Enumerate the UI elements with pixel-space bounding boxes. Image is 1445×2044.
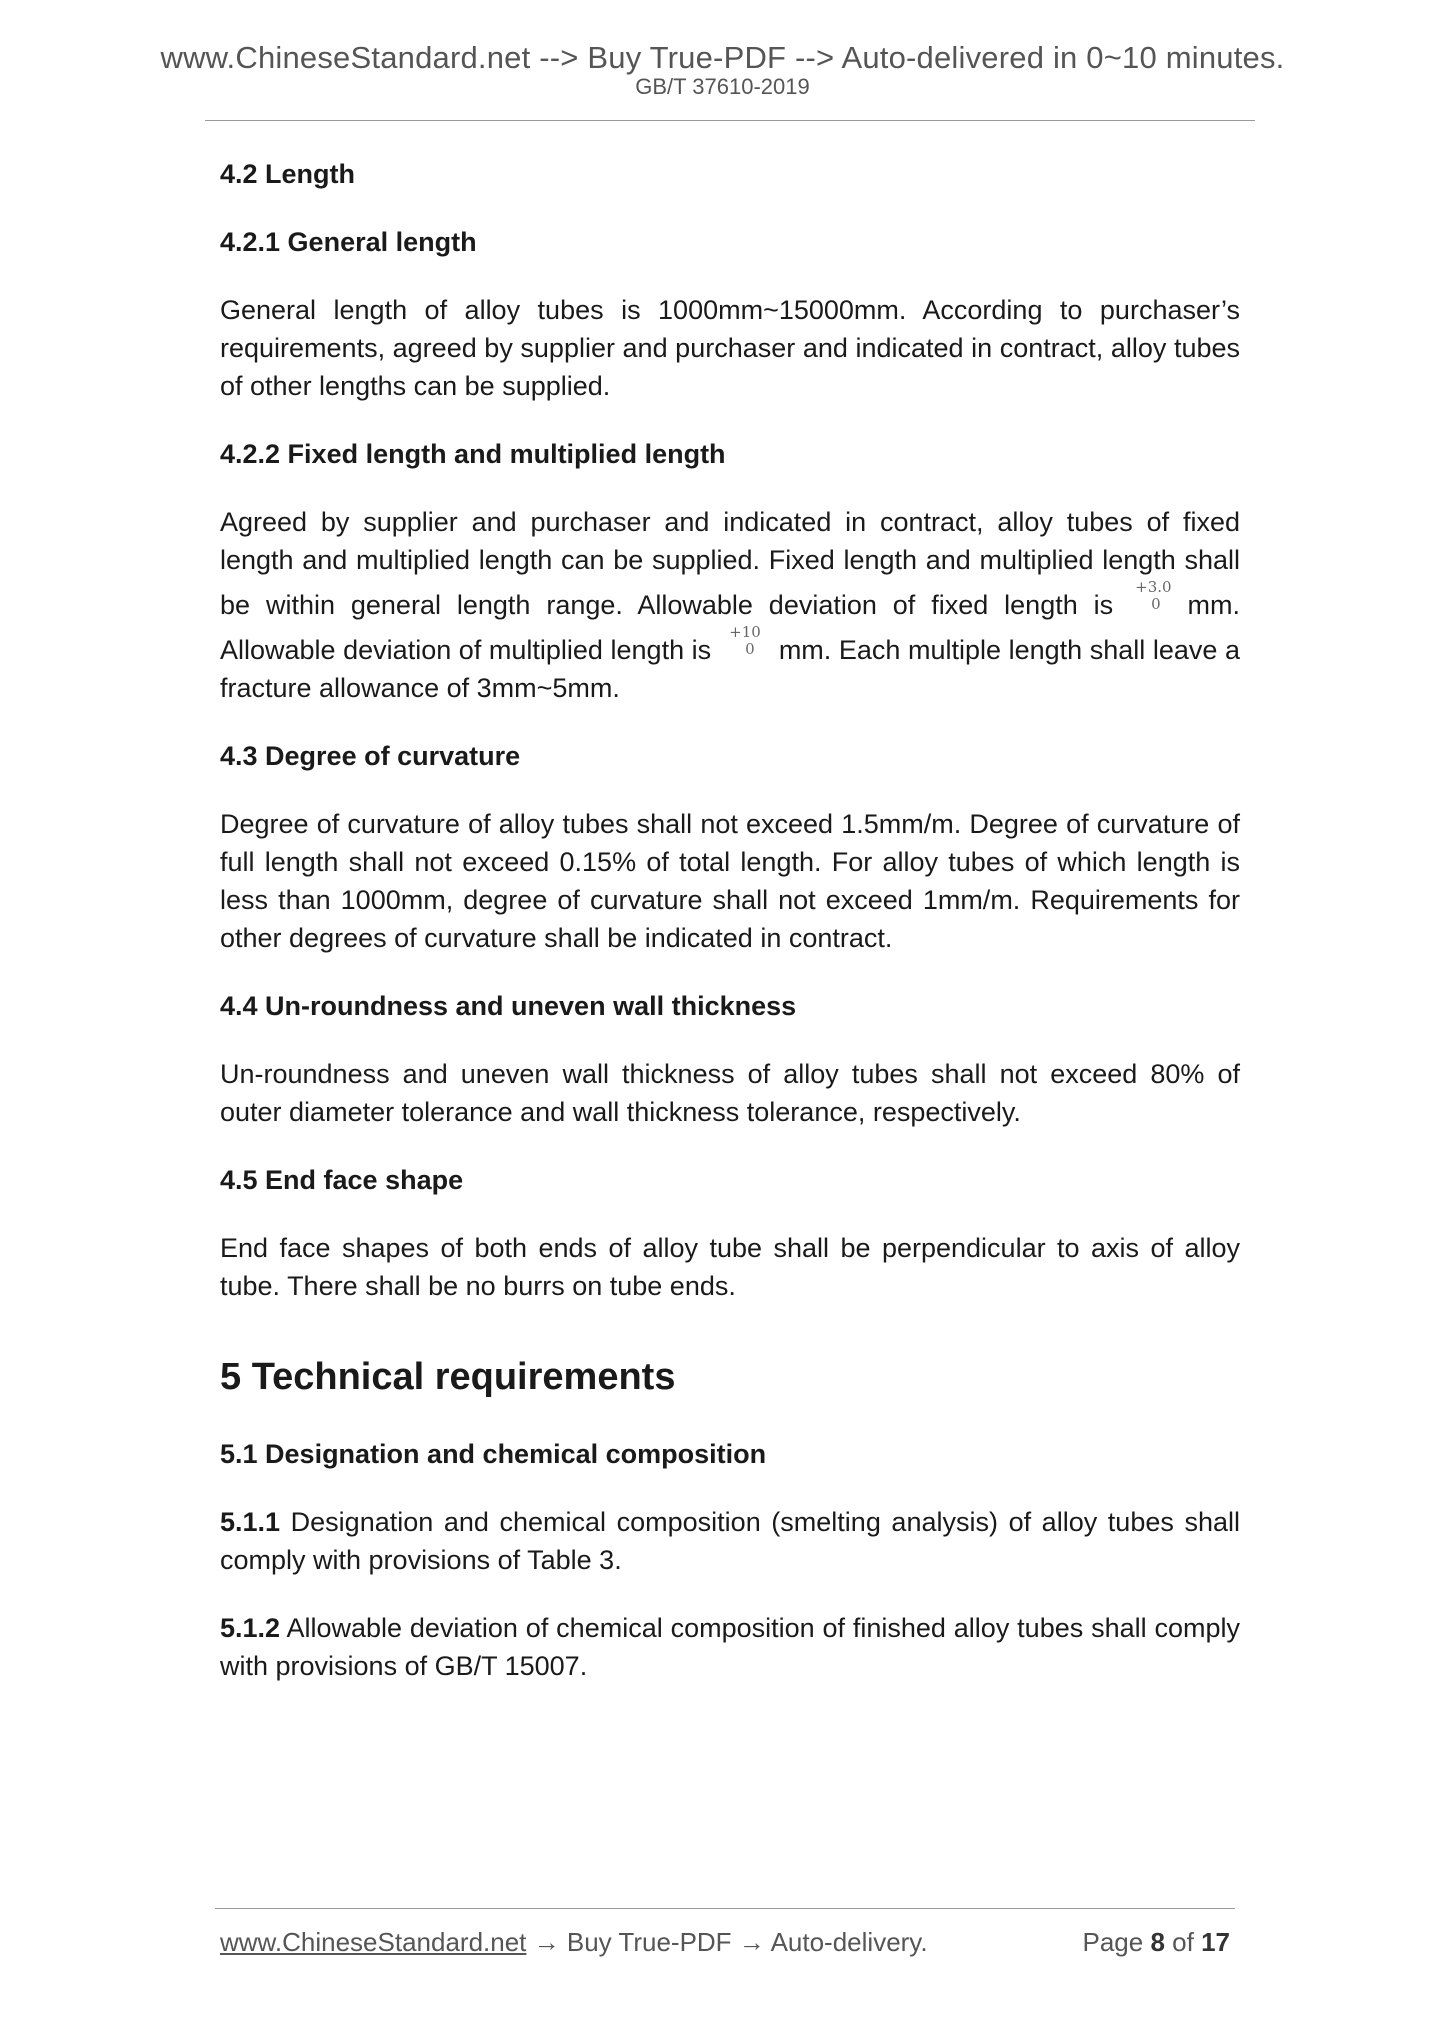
page-footer — [220, 1929, 1230, 1955]
heading-4-2: 4.2 Length — [220, 159, 356, 189]
multiplied-length-tolerance — [729, 624, 761, 658]
page-number — [1082, 1929, 1230, 1955]
heading-5-1: 5.1 Designation and chemical composition — [220, 1439, 767, 1469]
footer-tagline: → Buy True-PDF → Auto-delivery. — [526, 1927, 928, 1957]
header-divider — [205, 120, 1255, 121]
footer-site-link[interactable]: www.ChineseStandard.net — [220, 1927, 527, 1957]
clause-text-5-1-2: Allowable deviation of chemical composition of finished alloy tubes shall comply with provisions of GB/T 15007. — [220, 1613, 1240, 1681]
paragraph-4-2-2-part-a: Agreed by supplier and purchaser and indicated in contract, alloy tubes of fixed length and multiplied length can be supplied. Fixed length and multiplied length shall be within general length range. Allowable deviation of fixed length is — [220, 507, 1240, 620]
footer-divider — [215, 1908, 1235, 1909]
page-label: Page — [1082, 1927, 1144, 1957]
header-banner: www.ChineseStandard.net --> Buy True-PDF --> Auto-delivered in 0~10 minutes. — [160, 40, 1285, 75]
paragraph-4-3: Degree of curvature of alloy tubes shall not exceed 1.5mm/m. Degree of curvature of full length shall not exceed 0.15% of total length. For alloy tubes of which length is less than 1000mm, degree of curvature shall not exceed 1mm/m. Requirements for other degrees of curvature shall be indicated in contract. — [220, 809, 1240, 953]
heading-5: 5 Technical requirements — [220, 1356, 676, 1398]
page-current: 8 — [1150, 1927, 1165, 1957]
heading-4-2-1: 4.2.1 General length — [220, 227, 477, 257]
clause-text-5-1-1: Designation and chemical composition (smelting analysis) of alloy tubes shall comply with provisions of Table 3. — [220, 1507, 1240, 1575]
clause-number-5-1-1: 5.1.1 — [220, 1507, 281, 1537]
footer-left — [220, 1929, 928, 1955]
of-label: of — [1172, 1927, 1194, 1957]
page-total: 17 — [1201, 1927, 1230, 1957]
mult-tolerance-lower: 0 — [745, 640, 755, 658]
fixed-tolerance-lower: 0 — [1151, 595, 1161, 613]
paragraph-4-5: End face shapes of both ends of alloy tube shall be perpendicular to axis of alloy tube. There shall be no burrs on tube ends. — [220, 1233, 1240, 1301]
paragraph-4-4: Un-roundness and uneven wall thickness of alloy tubes shall not exceed 80% of outer diameter tolerance and wall thickness tolerance, respectively. — [220, 1059, 1240, 1127]
clause-number-5-1-2: 5.1.2 — [220, 1613, 281, 1643]
paragraph-5-1-1 — [220, 1503, 1240, 1579]
standard-code: GB/T 37610-2019 — [635, 74, 810, 99]
mult-tolerance-upper: +10 — [729, 623, 761, 641]
heading-4-3: 4.3 Degree of curvature — [220, 741, 521, 771]
paragraph-5-1-2 — [220, 1609, 1240, 1685]
heading-4-2-2: 4.2.2 Fixed length and multiplied length — [220, 439, 726, 469]
heading-4-4: 4.4 Un-roundness and uneven wall thickness — [220, 991, 797, 1021]
paragraph-4-2-2-part-b: mm. Allowable deviation of multiplied length is — [220, 590, 1240, 665]
document-body — [220, 155, 1240, 1715]
paragraph-4-2-1: General length of alloy tubes is 1000mm~15000mm. According to purchaser’s requirements, agreed by supplier and purchaser and indicated in contract, alloy tubes of other lengths can be supplied. — [220, 295, 1240, 401]
paragraph-4-2-2-part-c: mm. Each multiple length shall leave a fracture allowance of 3mm~5mm. — [220, 635, 1240, 703]
heading-4-5: 4.5 End face shape — [220, 1165, 464, 1195]
paragraph-4-2-2 — [220, 503, 1240, 707]
fixed-length-tolerance — [1135, 579, 1171, 613]
fixed-tolerance-upper: +3.0 — [1135, 578, 1172, 596]
